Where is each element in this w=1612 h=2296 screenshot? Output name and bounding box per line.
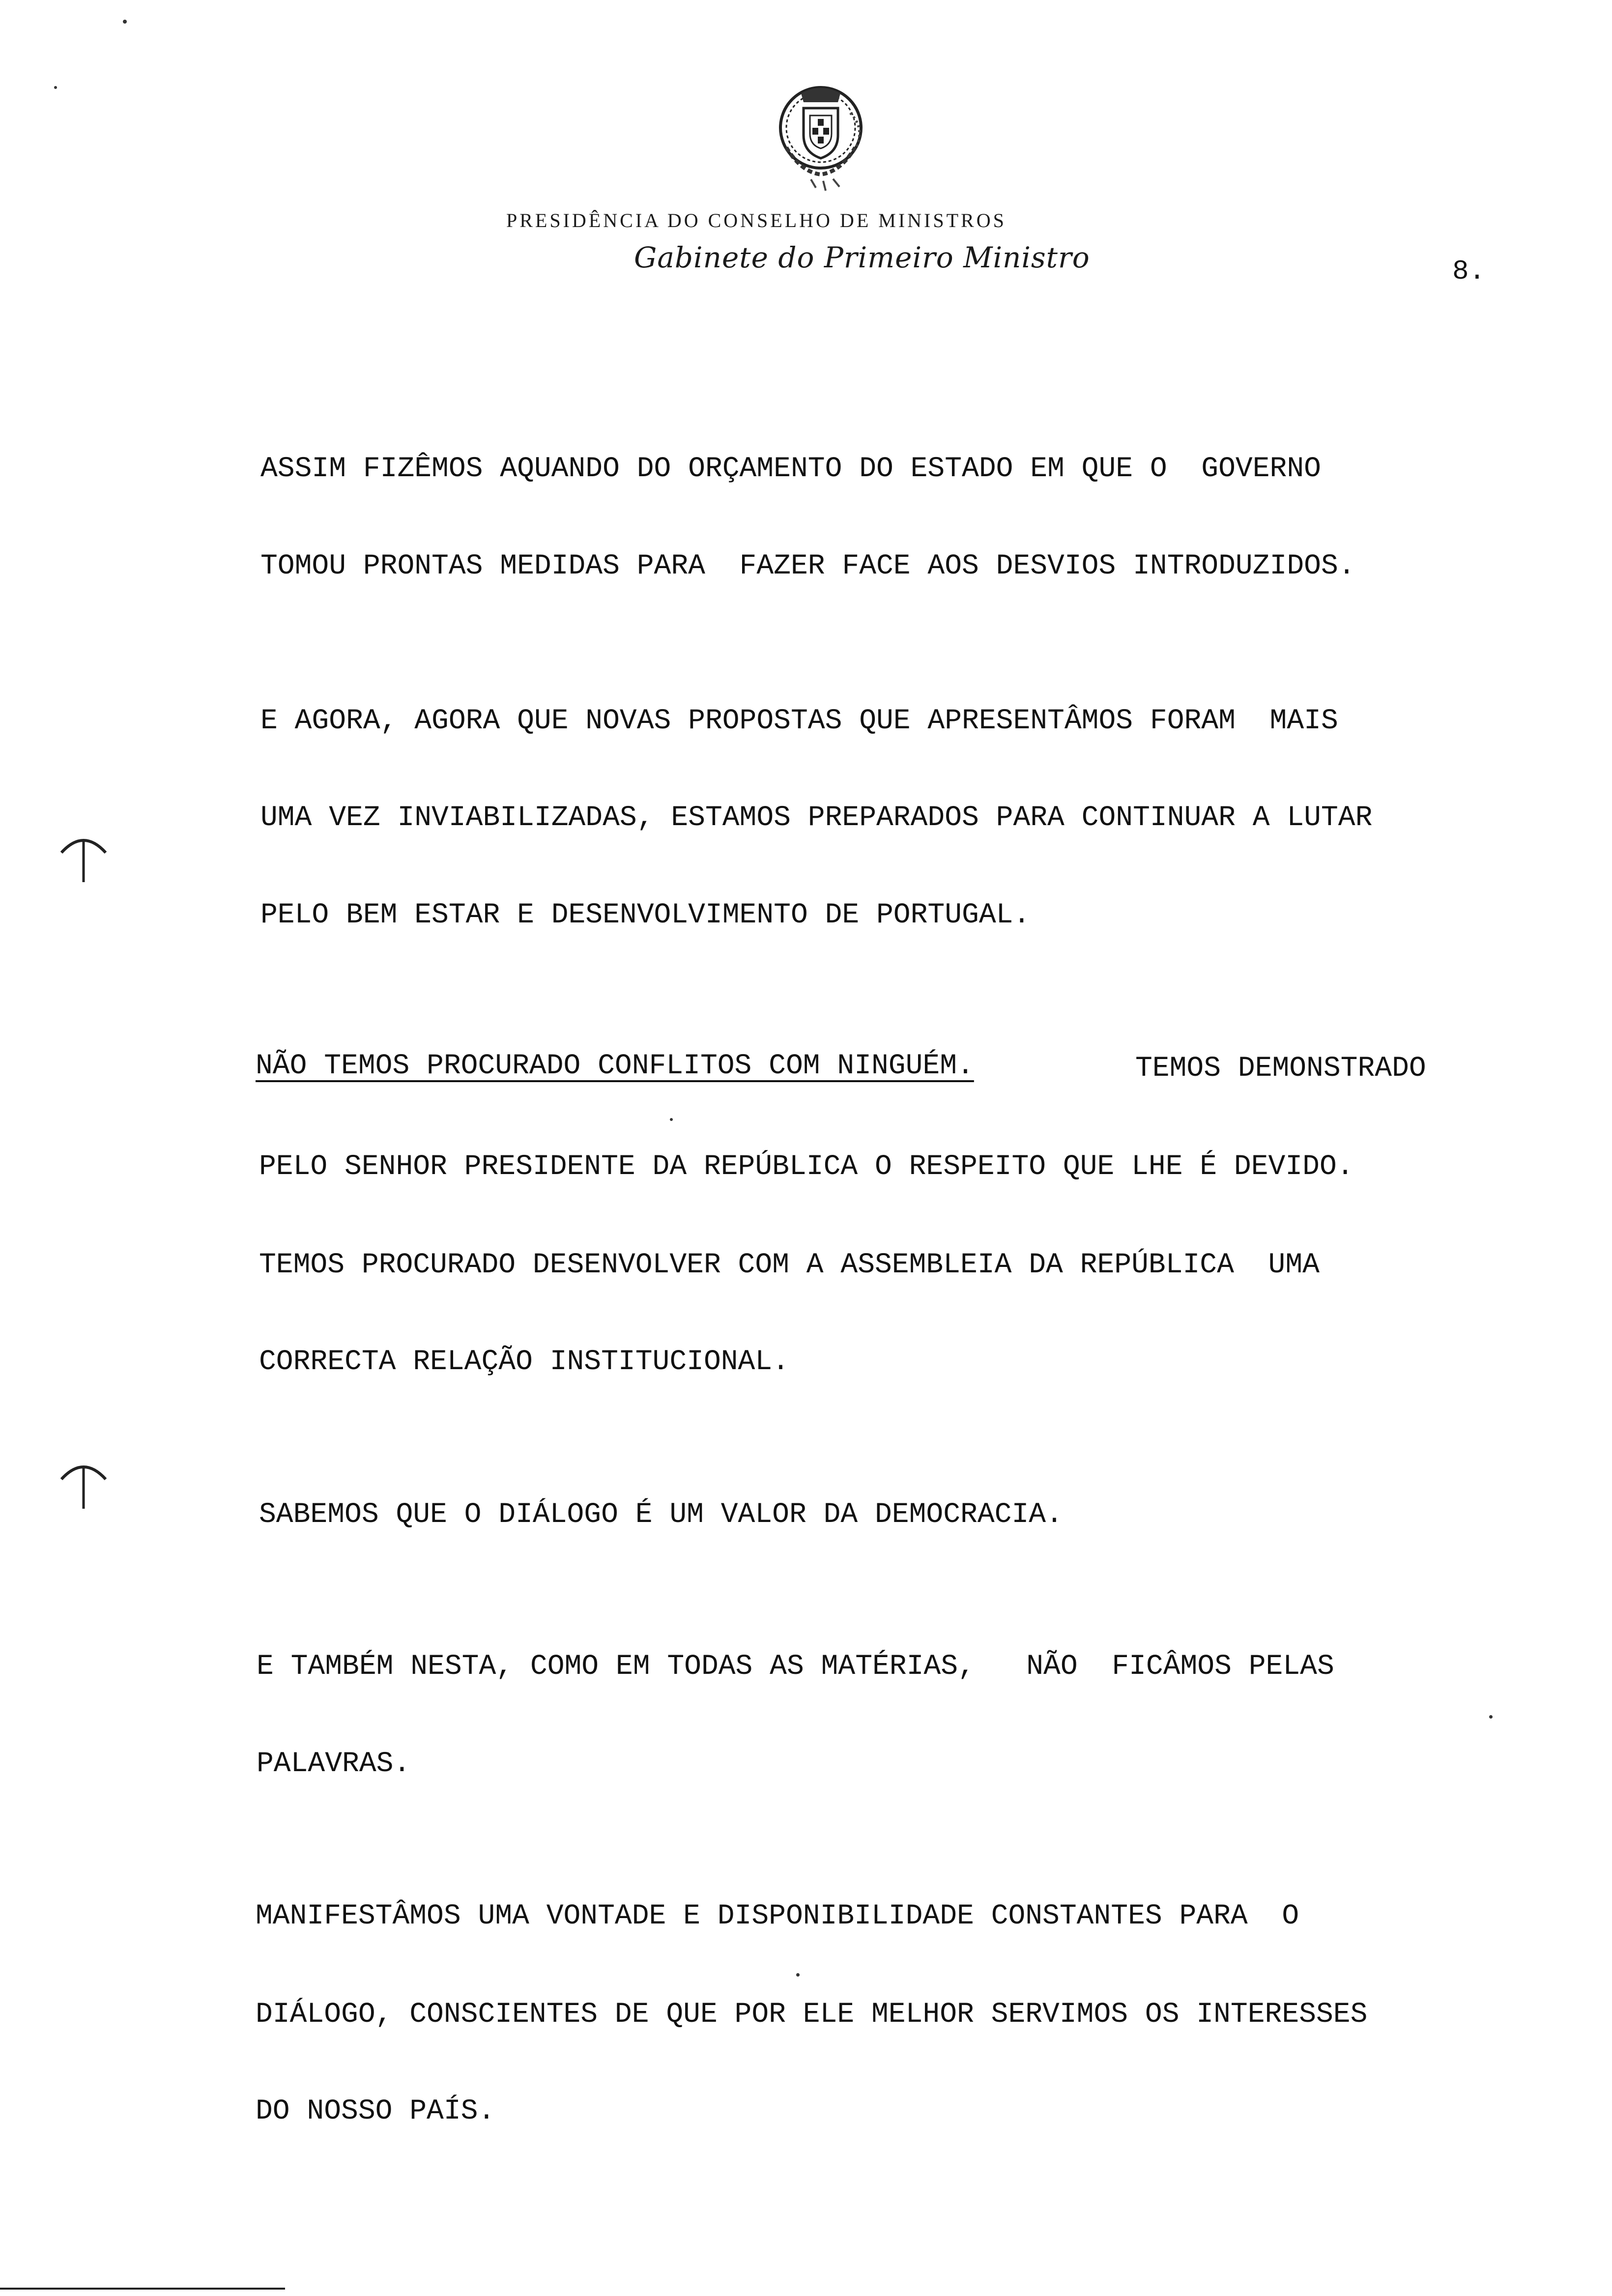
bottom-rule bbox=[0, 2288, 285, 2290]
body-line: DO NOSSO PAÍS. bbox=[256, 2095, 495, 2127]
body-line: SABEMOS QUE O DIÁLOGO É UM VALOR DA DEMOCRACIA. bbox=[259, 1499, 1063, 1531]
body-line: UMA VEZ INVIABILIZADAS, ESTAMOS PREPARADOS PARA CONTINUAR A LUTAR bbox=[260, 802, 1373, 834]
scan-speck bbox=[123, 20, 127, 24]
institution-name: PRESIDÊNCIA DO CONSELHO DE MINISTROS bbox=[506, 209, 1007, 231]
body-line: TOMOU PRONTAS MEDIDAS PARA FAZER FACE AOS DESVIOS INTRODUZIDOS. bbox=[260, 550, 1355, 582]
cabinet-name: Gabinete do Primeiro Ministro bbox=[634, 241, 1090, 274]
body-line: TEMOS PROCURADO DESENVOLVER COM A ASSEMBLEIA DA REPÚBLICA UMA bbox=[259, 1249, 1320, 1281]
body-line: MANIFESTÂMOS UMA VONTADE E DISPONIBILIDADE CONSTANTES PARA O bbox=[256, 1900, 1299, 1932]
scan-speck bbox=[54, 86, 57, 89]
margin-mark-icon bbox=[57, 1457, 111, 1511]
body-line: DIÁLOGO, CONSCIENTES DE QUE POR ELE MELHOR SERVIMOS OS INTERESSES bbox=[256, 1999, 1368, 2031]
coat-of-arms-icon bbox=[767, 74, 885, 197]
scan-speck bbox=[670, 1118, 673, 1121]
page-number: 8. bbox=[1452, 256, 1486, 287]
body-line: CORRECTA RELAÇÃO INSTITUCIONAL. bbox=[259, 1346, 789, 1378]
body-line: PALAVRAS. bbox=[257, 1748, 411, 1780]
margin-mark-icon bbox=[57, 831, 111, 885]
body-line: ASSIM FIZÊMOS AQUANDO DO ORÇAMENTO DO ESTADO EM QUE O GOVERNO bbox=[260, 453, 1321, 485]
body-line: PELO SENHOR PRESIDENTE DA REPÚBLICA O RESPEITO QUE LHE É DEVIDO. bbox=[259, 1151, 1354, 1183]
body-line: PELO BEM ESTAR E DESENVOLVIMENTO DE PORTUGAL. bbox=[260, 899, 1031, 931]
scan-speck bbox=[1489, 1715, 1493, 1719]
underlined-phrase: NÃO TEMOS PROCURADO CONFLITOS COM NINGUÉM. bbox=[256, 1050, 974, 1082]
scan-speck bbox=[796, 1973, 800, 1977]
body-line: E TAMBÉM NESTA, COMO EM TODAS AS MATÉRIAS, NÃO FICÂMOS PELAS bbox=[257, 1651, 1334, 1683]
body-line: TEMOS DEMONSTRADO bbox=[1135, 1053, 1426, 1085]
body-line: E AGORA, AGORA QUE NOVAS PROPOSTAS QUE APRESENTÂMOS FORAM MAIS bbox=[260, 705, 1338, 737]
